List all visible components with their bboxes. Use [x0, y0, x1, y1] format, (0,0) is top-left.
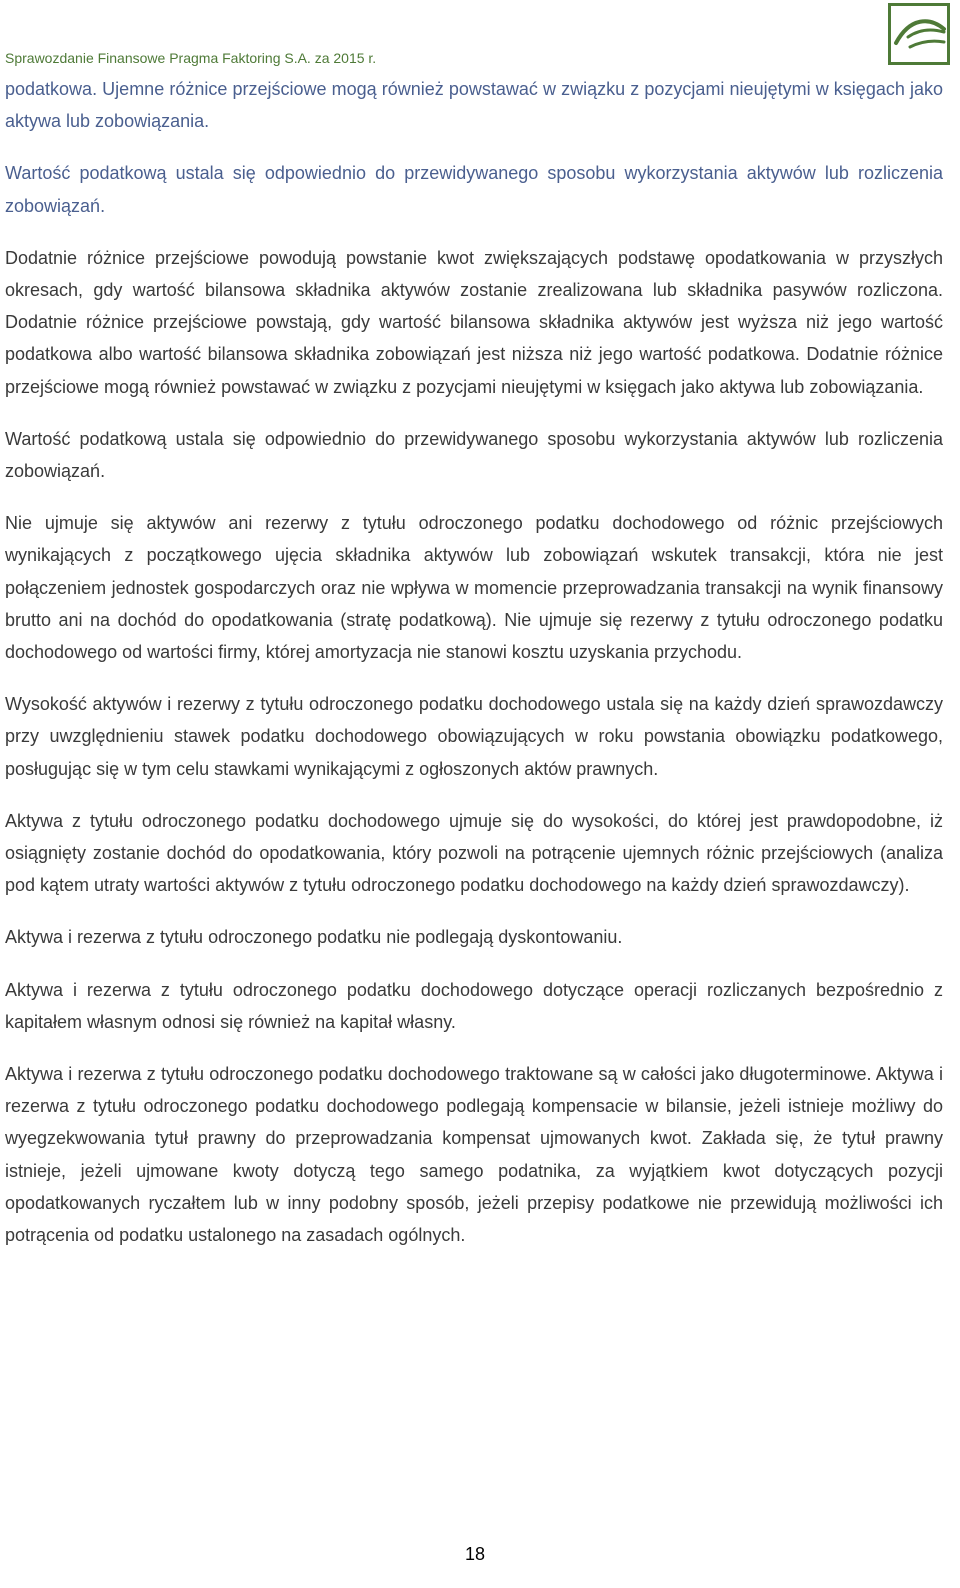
- paragraph: Aktywa i rezerwa z tytułu odroczonego podatku nie podlegają dyskontowaniu.: [5, 927, 623, 948]
- paragraph: Aktywa i rezerwa z tytułu odroczonego podatku dochodowego traktowane są w całości jako długoterminowe. Aktywa i rezerwa z tytułu odroczonego podatku dochodowego podlegają kompensacie w bilansie, jeżeli istnieje możliwy do wyegzekwowania tytuł prawny do przeprowadzania kompensat ujmowanych kwot. Zakłada się, że tytuł prawny istnieje, jeżeli ujmowane kwoty dotyczą tego samego podatnika, za wyjątkiem kwot dotyczących pozycji opodatkowanych ryczałtem lub w inny podobny sposób, jeżeli przepisy podatkowe nie przewidują możliwości ich potrącenia od podatku ustalonego na zasadach ogólnych.: [5, 1064, 943, 1246]
- paragraph: Aktywa i rezerwa z tytułu odroczonego podatku dochodowego dotyczące operacji rozliczanych bezpośrednio z kapitałem własnym odnosi się również na kapitał własny.: [5, 979, 943, 1032]
- paragraph: Nie ujmuje się aktywów ani rezerwy z tytułu odroczonego podatku dochodowego od różnic przejściowych wynikających z początkowego ujęcia składnika aktywów lub zobowiązań wskutek transakcji, która nie jest połączeniem jednostek gospodarczych oraz nie wpływa w momencie przeprowadzania transakcji na wynik finansowy brutto ani na dochód do opodatkowania (stratę podatkową). Nie ujmuje się rezerwy z tytułu odroczonego podatku dochodowego od wartości firmy, której amortyzacja nie stanowi kosztu uzyskania przychodu.: [5, 513, 943, 663]
- paragraph: Wartość podatkową ustala się odpowiednio do przewidywanego sposobu wykorzystania aktywów lub rozliczenia zobowiązań.: [5, 163, 943, 216]
- document-body: [5, 73, 943, 1271]
- paragraph: Wartość podatkową ustala się odpowiednio do przewidywanego sposobu wykorzystania aktywów lub rozliczenia zobowiązań.: [5, 428, 943, 482]
- document-title: Sprawozdanie Finansowe Pragma Faktoring S.A. za 2015 r.: [5, 50, 377, 66]
- paragraph: Wysokość aktywów i rezerwy z tytułu odroczonego podatku dochodowego ustala się na każdy dzień sprawozdawczy przy uwzględnieniu stawek podatku dochodowego obowiązujących w roku powstania obowiązku podatkowego, posługując się w tym celu stawkami wynikającymi z ogłoszonych aktów prawnych.: [5, 694, 943, 779]
- paragraph: Aktywa z tytułu odroczonego podatku dochodowego ujmuje się do wysokości, do której jest prawdopodobne, iż osiągnięty zostanie dochód do opodatkowania, który pozwoli na potrącenie ujemnych różnic przejściowych (analiza pod kątem utraty wartości aktywów z tytułu odroczonego podatku dochodowego na każdy dzień sprawozdawczy).: [5, 810, 943, 896]
- paragraph: Dodatnie różnice przejściowe powodują powstanie kwot zwiększających podstawę opodatkowania w przyszłych okresach, gdy wartość bilansowa składnika aktywów zostanie zrealizowana lub składnika pasywów rozliczona. Dodatnie różnice przejściowe powstają, gdy wartość bilansowa składnika aktywów jest wyższa niż jego wartość podatkowa albo wartość bilansowa składnika zobowiązań jest niższa niż jego wartość podatkowa. Dodatnie różnice przejściowe mogą również powstawać w związku z pozycjami nieujętymi w księgach jako aktywa lub zobowiązania.: [5, 247, 943, 397]
- page-number: 18: [464, 1544, 486, 1564]
- paragraph: podatkowa. Ujemne różnice przejściowe mogą również powstawać w związku z pozycjami nieujętymi w księgach jako aktywa lub zobowiązania.: [5, 79, 943, 132]
- pragma-logo-icon: [888, 3, 950, 65]
